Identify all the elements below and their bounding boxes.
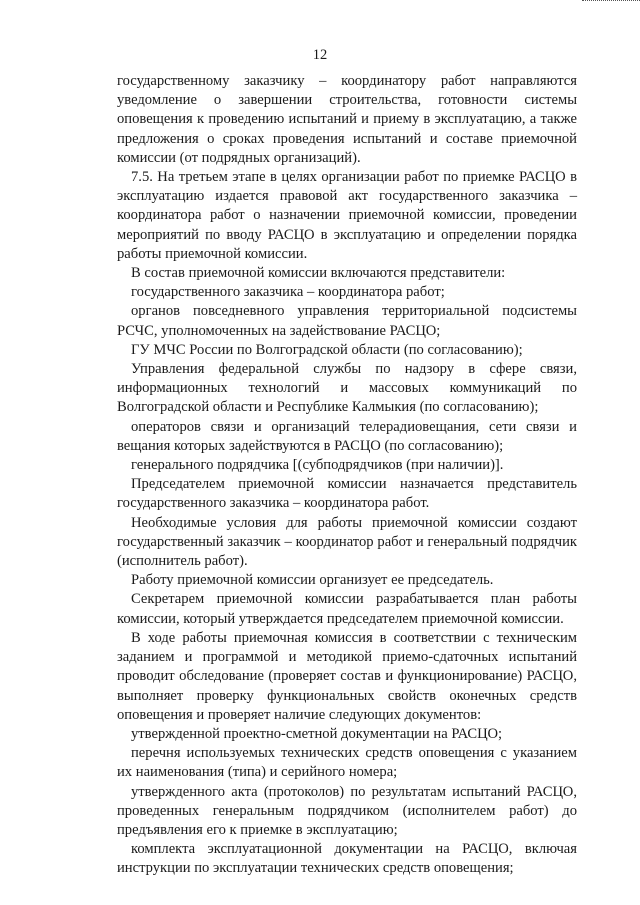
paragraph-commission-composition: В состав приемочной комиссии включаются представители: [131,265,506,282]
list-item-test-act: утвержденного акта (протоколов) по результатам испытаний РАСЦО, проведенных генеральным подрядчиком (исполнителем работ) до предъявления его к приемке в эксплуатацию; [117,783,577,838]
list-item-roskomnadzor: Управления федеральной службы по надзору в сфере связи, информационных технологий и массовых коммуникаций по Волгоградской области и Республике Калмыкия (по согласованию); [117,361,577,416]
paragraph-organizes: Работу приемочной комиссии организует ее председатель. [131,572,494,589]
list-item-operation-docs: комплекта эксплуатационной документации на РАСЦО, включая инструкции по эксплуатации технических средств оповещения; [117,841,577,877]
scan-edge-mark [582,0,640,3]
list-item-rschs: органов повседневного управления территориальной подсистемы РСЧС, уполномоченных на задействование РАСЦО; [117,303,577,339]
paragraph-conditions: Необходимые условия для работы приемочной комиссии создают государственный заказчик – координатор работ и генеральный подрядчик (исполнитель работ). [117,514,577,570]
paragraph-7-5: 7.5. На третьем этапе в целях организации работ по приемке РАСЦО в эксплуатацию издается правовой акт государственного заказчика – координатора работ о назначении приемочной комиссии, проведении мероприятий по вводу РАСЦО в эксплуатацию и определении порядка работы приемочной комиссии. [117,169,577,262]
paragraph-inspection: В ходе работы приемочная комиссия в соответствии с техническим заданием и программой и методикой приемо-сдаточных испытаний проводит обследование (проверяет состав и функционирование) РАСЦО, выполняет проверку функциональных свойств оконечных средств оповещения и проверяет наличие следующих документов: [117,629,577,723]
list-item-operators: операторов связи и организаций телерадиовещания, сети связи и вещания которых задействуются в РАСЦО (по согласованию); [117,418,577,454]
paragraph-secretary: Секретарем приемочной комиссии разрабатывается план работы комиссии, который утверждается председателем приемочной комиссии. [117,591,577,627]
list-item-design-docs: утвержденной проектно-сметной документации на РАСЦО; [131,725,503,742]
paragraph-continuation: государственному заказчику – координатору работ направляются уведомление о завершении строительства, готовности системы оповещения к проведению испытаний и приему в эксплуатацию, а также предложения о сроках проведения испытаний и составе приемочной комиссии (от подрядных организаций). [117,73,577,166]
list-item-equipment-list: перечня используемых технических средств оповещения с указанием их наименования (типа) и серийного номера; [117,745,577,781]
list-item-customer: государственного заказчика – координатора работ; [131,284,445,301]
paragraph-chairman: Председателем приемочной комиссии назначается представитель государственного заказчика – координатора работ. [117,476,577,512]
list-item-contractor: генерального подрядчика [(субподрядчиков (при наличии)]. [131,457,504,474]
list-item-mchs: ГУ МЧС России по Волгоградской области (по согласованию); [131,341,523,358]
document-body [117,72,577,879]
page-number: 12 [312,47,328,63]
